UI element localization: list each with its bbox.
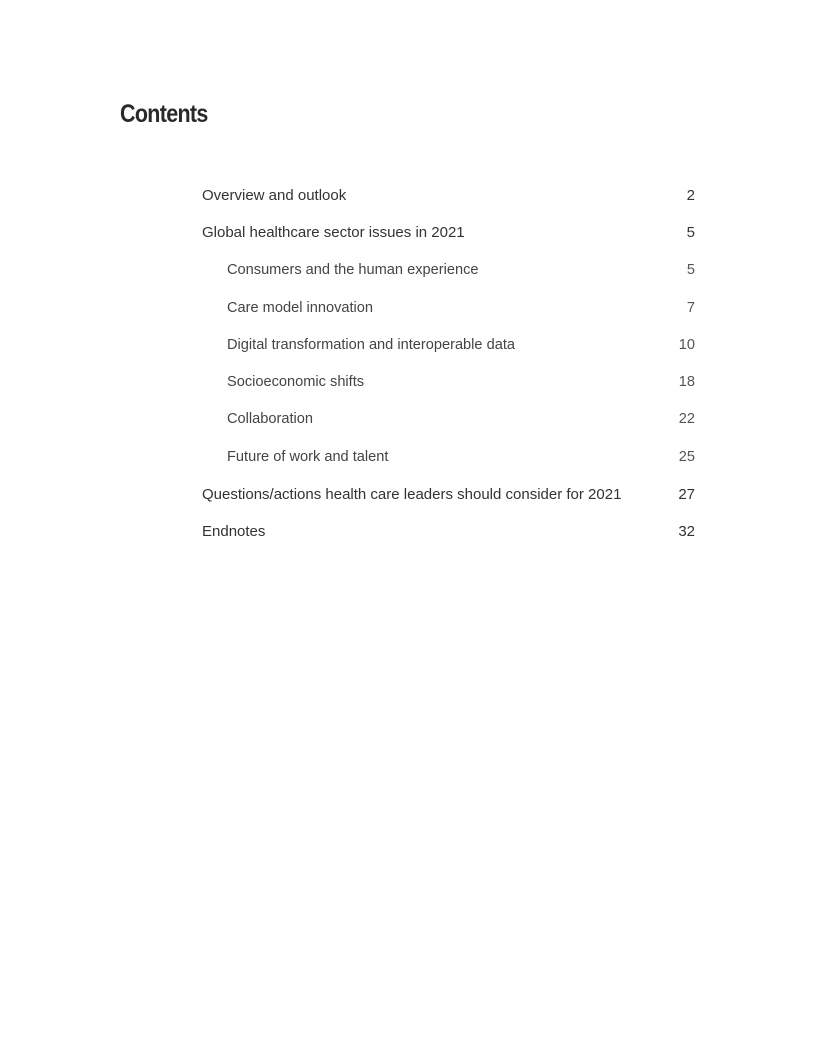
toc-entry-label: Consumers and the human experience [227, 262, 479, 279]
toc-entry-page-number: 10 [678, 336, 695, 353]
toc-entry-label: Socioeconomic shifts [227, 374, 365, 391]
toc-entry-label: Overview and outlook [202, 187, 347, 205]
toc-entry-overview-and-outlook[interactable] [202, 177, 695, 214]
toc-entry-consumers-and-human-experience[interactable] [202, 252, 695, 289]
toc-entry-label: Collaboration [227, 411, 313, 428]
toc-entry-endnotes[interactable] [202, 513, 695, 550]
toc-entry-label: Endnotes [202, 522, 266, 540]
toc-entry-page-number: 18 [678, 374, 695, 391]
toc-entry-page-number: 27 [678, 485, 695, 503]
toc-entry-page-number: 25 [678, 448, 695, 465]
toc-entry-label: Future of work and talent [227, 448, 389, 465]
toc-entry-page-number: 22 [678, 411, 695, 428]
toc-entry-questions-actions[interactable] [202, 475, 695, 512]
page-title: Contents [120, 100, 208, 128]
toc-entry-collaboration[interactable] [202, 401, 695, 438]
toc-entry-digital-transformation[interactable] [202, 326, 695, 363]
toc-entry-socioeconomic-shifts[interactable] [202, 363, 695, 400]
toc-entry-label: Care model innovation [227, 299, 374, 316]
table-of-contents [202, 177, 695, 550]
toc-entry-page-number: 7 [686, 299, 695, 316]
toc-entry-care-model-innovation[interactable] [202, 289, 695, 326]
toc-entry-global-healthcare-sector-issues[interactable] [202, 214, 695, 251]
toc-entry-page-number: 2 [686, 187, 695, 205]
toc-entry-future-of-work-and-talent[interactable] [202, 438, 695, 475]
toc-entry-label: Questions/actions health care leaders should consider for 2021 [202, 485, 622, 503]
toc-entry-page-number: 5 [686, 224, 695, 242]
toc-entry-page-number: 32 [678, 522, 695, 540]
toc-entry-label: Digital transformation and interoperable data [227, 336, 515, 353]
toc-entry-page-number: 5 [686, 262, 695, 279]
toc-entry-label: Global healthcare sector issues in 2021 [202, 224, 465, 242]
